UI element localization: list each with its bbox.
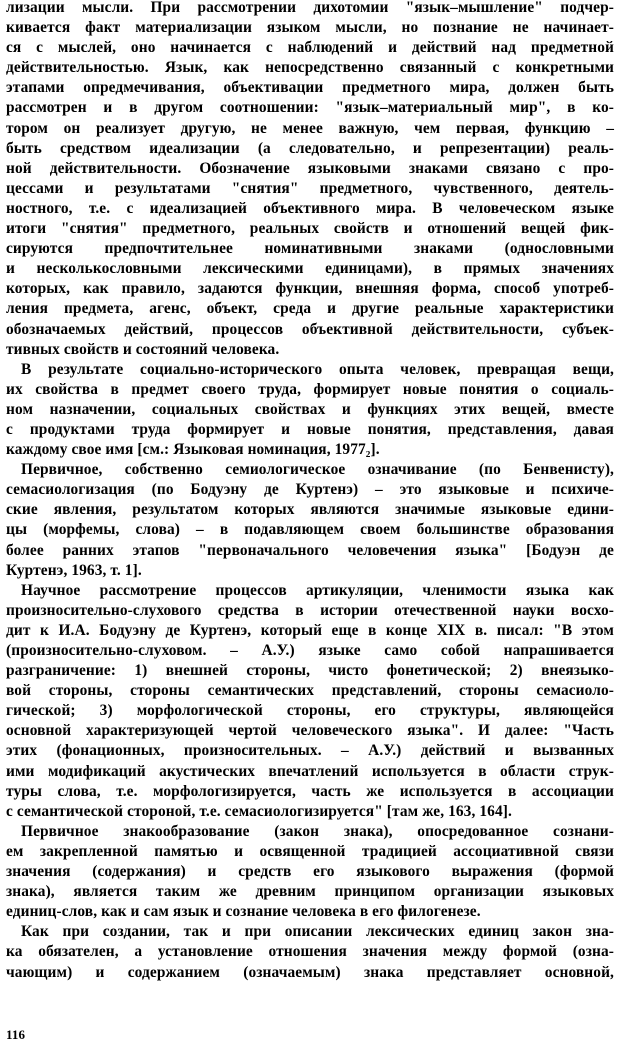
text-line: основной характеризующей чертой человеческого языка". И далее: "Часть [6, 722, 614, 740]
text-line: ские явления, результатом которых являются значимые языковые едини- [6, 501, 614, 519]
text-line: вой стороны, стороны семантических представлений, стороны семасиоло- [6, 682, 614, 700]
text-line: знака), является таким же древним принципом организации языковых [6, 883, 614, 901]
body-text [6, 0, 614, 983]
text-line: лизации мысли. При рассмотрении дихотомии "язык–мышление" подчер- [6, 0, 614, 16]
text-line: произносительно-слухового средства в истории отечественной науки восхо- [6, 601, 614, 619]
text-line: В результате социально-исторического опыта человек, превращая вещи, [21, 360, 614, 378]
text-line: итоги "снятия" предметного, реальных свойств и отношений вещей фик- [6, 220, 614, 238]
text-line: их свойства в предмет своего труда, формирует новые понятия о социаль- [6, 380, 614, 398]
text-line: значения (содержания) и средств его языкового выражения (формой [6, 863, 614, 881]
text-line: действительностью. Язык, как непосредственно связанный с конкретными [6, 59, 614, 77]
text-line: гической; 3) морфологической стороны, его структуры, являющейся [6, 702, 614, 720]
text-line: этих (фонационных, произносительных. – А.У.) действий и вызванных [6, 742, 614, 760]
text-line: дит к И.А. Бодуэну де Куртенэ, который еще в конце XIX в. писал: "В этом [6, 621, 614, 639]
text-line: Первичное, собственно семиологическое означивание (по Бенвенисту), [21, 461, 614, 479]
text-line: более ранних этапов "первоначального человечения языка" [Бодуэн де [6, 541, 614, 559]
text-line: Куртенэ, 1963, т. 1]. [6, 561, 142, 579]
text-line: рассмотрен и в другом соотношении: "язык–материальный мир", в ко- [6, 99, 614, 117]
text-line: цы (морфемы, слова) – в подавляющем своем большинстве образования [6, 521, 614, 539]
text-line: быть средством идеализации (а следовательно, и репрезентации) реаль- [6, 139, 614, 157]
text-line: туры слова, т.е. морфологизируется, часть же используется в ассоциации [6, 782, 614, 800]
text-line: сируются предпочтительнее номинативными знаками (однословными [6, 240, 614, 258]
text-line: цессами и результатами "снятия" предметного, чувственного, деятель- [6, 179, 614, 197]
text-line: (произносительно-слуховом. – А.У.) языке само собой напрашивается [6, 642, 614, 659]
text-line: с продуктами труда формирует и новые понятия, представления, давая [6, 420, 614, 438]
text-line: ной действительности. Обозначение языковыми знаками связано с про- [6, 159, 614, 177]
text-line: обозначаемых действий, процессов объективной действительности, субъек- [6, 320, 614, 338]
text-line: Научное рассмотрение процессов артикуляции, членимости языка как [21, 581, 614, 599]
text-line: которых, как правило, задаются функции, внешняя форма, способ употреб- [6, 280, 614, 298]
text-line: ления предмета, агенс, объект, среда и другие реальные характеристики [6, 300, 614, 318]
text-line: ем закрепленной памятью и освященной традицией ассоциативной связи [6, 842, 614, 860]
text-line: каждому свое имя [см.: Языковая номинация, 1977₂]. [6, 441, 380, 459]
text-line: ся с мыслей, оно начинается с наблюдений и действий над предметной [6, 39, 614, 57]
text-line: Как при создании, так и при описании лексических единиц закон зна- [21, 923, 614, 941]
page-number: 116 [6, 1027, 26, 1042]
text-line: этапами опредмечивания, объективации предметного мира, должен быть [6, 79, 614, 97]
text-line: разграничение: 1) внешней стороны, чисто фонетической; 2) внеязыко- [6, 662, 614, 680]
book-page [6, 0, 614, 1045]
text-line: ном назначении, социальных свойствах и функциях этих вещей, вместе [6, 400, 614, 418]
text-line: тивных свойств и состояний человека. [6, 340, 280, 358]
text-line: семасиологизация (по Бодуэну де Куртенэ) – это языковые и психиче- [6, 481, 614, 499]
text-line: тором он реализует другую, не менее важную, чем первая, функцию – [6, 119, 614, 137]
text-line: с семантической стороной, т.е. семасиологизируется" [там же, 163, 164]. [6, 802, 512, 820]
text-line: кивается факт материализации языком мысли, но познание не начинает- [6, 19, 614, 37]
text-line: ностного, т.е. с идеализацией объективного мира. В человеческом языке [6, 199, 614, 217]
text-line: и несколькословными лексическими единицами), в прямых значениях [6, 260, 614, 278]
text-line: чающим) и содержанием (означаемым) знака представляет основной, [6, 963, 614, 981]
text-line: Первичное знакообразование (закон знака), опосредованное сознани- [21, 822, 614, 840]
text-line: ими модификаций акустических впечатлений используется в области струк- [6, 762, 614, 780]
text-line: ка обязателен, а установление отношения значения между формой (озна- [6, 943, 614, 961]
text-line: единиц-слов, как и сам язык и сознание человека в его филогенезе. [6, 903, 481, 921]
